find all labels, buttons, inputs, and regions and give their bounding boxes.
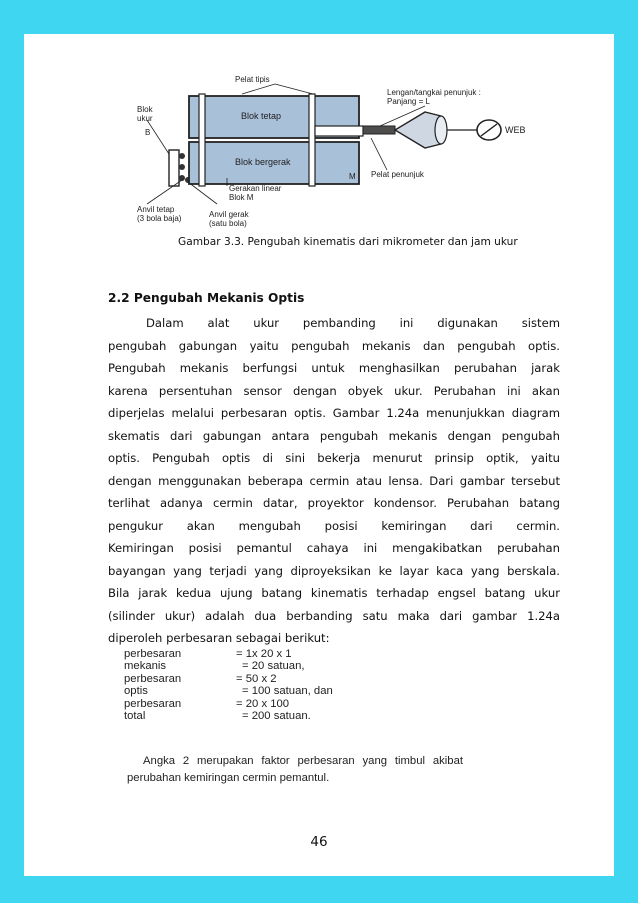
leader-line bbox=[242, 84, 275, 94]
calc-label-total: perbesaran total bbox=[124, 697, 182, 722]
label-lengan: Lengan/tangkai penunjuk : Panjang = L bbox=[387, 88, 481, 106]
cone-shape bbox=[395, 112, 441, 148]
label-blok-tetap: Blok tetap bbox=[241, 111, 282, 121]
calc-value-optis-1: = 50 x 2 bbox=[236, 672, 277, 685]
figure-caption: Gambar 3.3. Pengubah kinematis dari mikrometer dan jam ukur bbox=[178, 236, 518, 248]
paragraph-line: pengubah gabungan yaitu pengubah mekanis dan pengubah optis. bbox=[108, 338, 560, 353]
cone-end-shape bbox=[435, 116, 447, 144]
paragraph-line: karena persentuhan sensor dengan obyek ukur. Perubahan ini akan bbox=[108, 383, 560, 398]
anvil-ball bbox=[179, 164, 185, 170]
calc-label-optis: perbesaran optis bbox=[124, 672, 182, 698]
label-blok-ukur: Blok ukur bbox=[137, 105, 153, 123]
thin-plate-shape bbox=[309, 94, 315, 186]
leader-line bbox=[275, 84, 313, 94]
calc-value-mekanis-1: = 1x 20 x 1 bbox=[236, 648, 292, 660]
figure-diagram bbox=[125, 72, 545, 232]
label-m: M bbox=[349, 172, 356, 181]
calc-value-total-2: = 200 satuan. bbox=[242, 709, 311, 722]
leader-line bbox=[371, 138, 387, 170]
label-blok-bergerak: Blok bergerak bbox=[235, 157, 291, 167]
label-web: WEB bbox=[505, 125, 526, 135]
paragraph-line: Kemiringan posisi pemantul cahaya ini mengakibatkan perubahan bbox=[108, 541, 560, 555]
leader-line bbox=[147, 120, 169, 154]
paragraph-line: Bila jarak kedua ujung batang kinematis terhadap engsel batang ukur bbox=[108, 586, 560, 600]
pointer-arm-shape bbox=[363, 126, 395, 134]
section-heading: 2.2 Pengubah Mekanis Optis bbox=[108, 291, 305, 305]
leader-line bbox=[147, 180, 182, 204]
paragraph-line: Dalam alat ukur pembanding ini digunakan sistem bbox=[146, 316, 560, 330]
paragraph-line: pengukur akan mengubah posisi kemiringan dari cermin. bbox=[108, 518, 560, 533]
paragraph-line: terlihat adanya cermin datar, proyektor kondensor. Perubahan batang bbox=[108, 496, 560, 510]
label-gerakan-linear: Gerakan linear Blok M bbox=[229, 184, 282, 202]
paragraph-line: diperoleh perbesaran sebagai berikut: bbox=[108, 631, 330, 645]
paragraph-line: diperjelas melalui perbesaran optis. Gambar 1.24a menunjukkan diagram bbox=[108, 406, 560, 420]
paragraph-line: bayangan yang terjadi yang diproyeksikan ke layar kaca yang berskala. bbox=[108, 563, 560, 578]
paragraph-line: optis. Pengubah optis di sini bekerja menurut prinsip optik, yaitu bbox=[108, 451, 560, 465]
note-line: perubahan kemiringan cermin pemantul. bbox=[127, 772, 330, 784]
label-anvil-tetap: Anvil tetap (3 bola baja) bbox=[137, 205, 182, 223]
calc-value-total-1: = 20 x 100 bbox=[236, 697, 290, 710]
body-paragraph bbox=[108, 312, 560, 650]
calc-label-mekanis: perbesaran mekanis bbox=[124, 648, 182, 673]
page-frame-right bbox=[614, 0, 638, 903]
page-frame-bottom bbox=[0, 876, 638, 903]
calc-value-mekanis-2: = 20 satuan, bbox=[242, 660, 305, 673]
paragraph-line: skematis dari gabungan antara pengubah mekanis dengan pengubah bbox=[108, 428, 560, 443]
paragraph-line: dengan menggunakan beberapa cermin atau lensa. Dari gambar tersebut bbox=[108, 473, 560, 488]
label-b: B bbox=[145, 128, 151, 137]
thin-plate-shape bbox=[199, 94, 205, 186]
pointer-plate-shape bbox=[315, 126, 363, 136]
page-frame-left bbox=[0, 0, 24, 903]
label-pelat-penunjuk: Pelat penunjuk bbox=[371, 170, 424, 179]
gauge-block-shape bbox=[169, 150, 179, 186]
paragraph-line: Pengubah mekanis berfungsi untuk menghasilkan perubahan jarak bbox=[108, 361, 560, 375]
page-number: 46 bbox=[310, 834, 328, 850]
paragraph-line: (silinder ukur) adalah dua berbanding satu maka dari gambar 1.24a bbox=[108, 608, 560, 623]
label-anvil-gerak: Anvil gerak (satu bola) bbox=[209, 210, 249, 228]
page-frame-top bbox=[0, 0, 638, 34]
label-pelat-tipis: Pelat tipis bbox=[235, 75, 270, 84]
anvil-ball bbox=[179, 153, 185, 159]
diagram-svg bbox=[125, 72, 545, 232]
calc-value-optis-2: = 100 satuan, dan bbox=[242, 685, 333, 698]
note-line: Angka 2 merupakan faktor perbesaran yang timbul akibat bbox=[143, 755, 463, 767]
note-block bbox=[127, 753, 463, 787]
